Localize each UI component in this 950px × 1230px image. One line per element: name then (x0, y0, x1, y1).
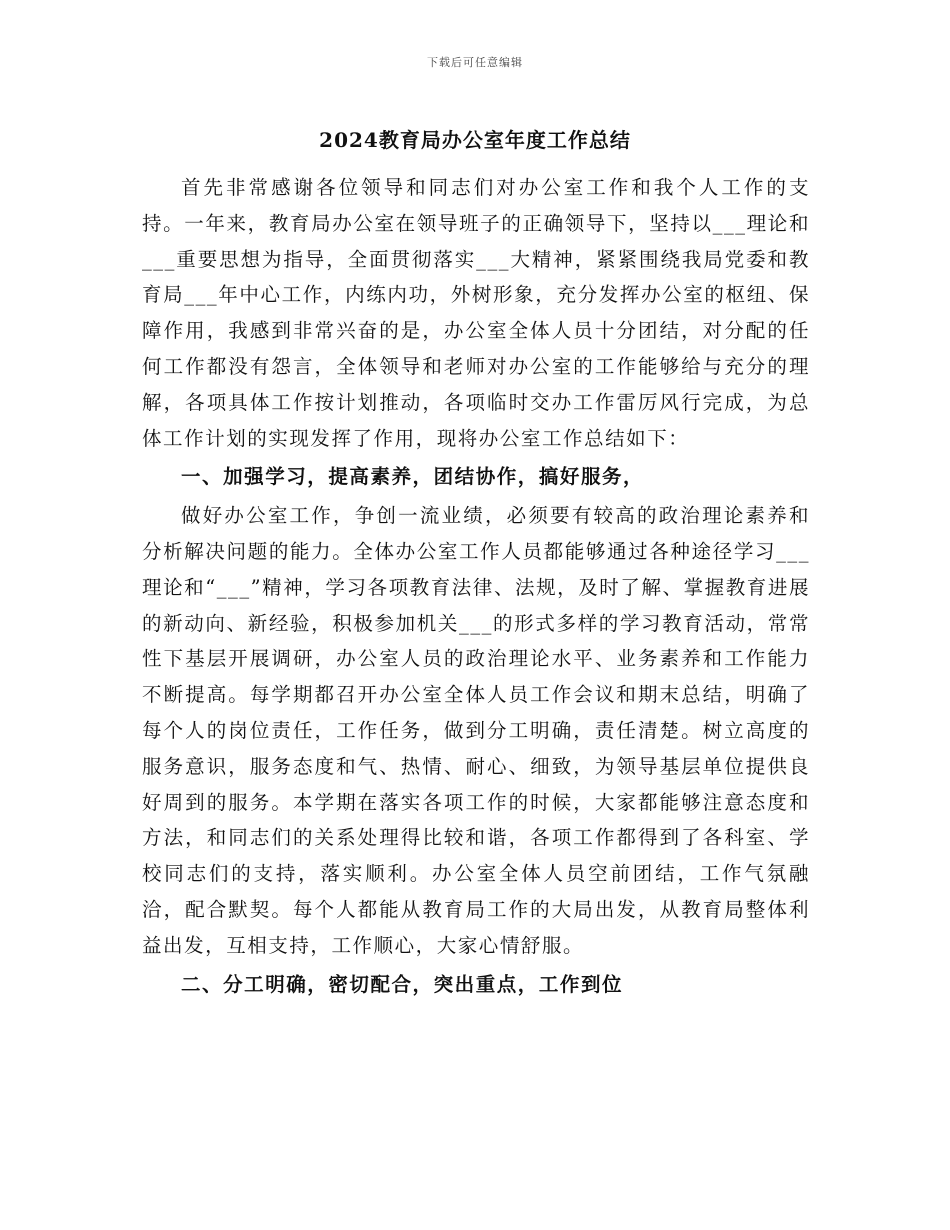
document-body (142, 170, 810, 1005)
intro-paragraph: 首先非常感谢各位领导和同志们对办公室工作和我个人工作的支持。一年来，教育局办公室在领导班子的正确领导下，坚持以___理论和___重要思想为指导，全面贯彻落实___大精神，紧紧围绕我局党委和教育局___年中心工作，内练内功，外树形象，充分发挥办公室的枢纽、保障作用，我感到非常兴奋的是，办公室全体人员十分团结，对分配的任何工作都没有怨言，全体领导和老师对办公室的工作能够给与充分的理解，各项具体工作按计划推动，各项临时交办工作雷厉风行完成，为总体工作计划的实现发挥了作用，现将办公室工作总结如下： (142, 176, 810, 450)
header-note: 下载后可任意编辑 (427, 56, 523, 69)
section-heading-2: 二、分工明确，密切配合，突出重点，工作到位 (181, 972, 624, 996)
section-1-paragraph: 做好办公室工作，争创一流业绩，必须要有较高的政治理论素养和分析解决问题的能力。全体办公室工作人员都能够通过各种途径学习___理论和“___”精神，学习各项教育法律、法规，及时了解、掌握教育进展的新动向、新经验，积极参加机关___的形式多样的学习教育活动，常常性下基层开展调研，办公室人员的政治理论水平、业务素养和工作能力不断提高。每学期都召开办公室全体人员工作会议和期末总结，明确了每个人的岗位责任，工作任务，做到分工明确，责任清楚。树立高度的服务意识，服务态度和气、热情、耐心、细致，为领导基层单位提供良好周到的服务。本学期在落实各项工作的时候，大家都能够注意态度和方法，和同志们的关系处理得比较和谐，各项工作都得到了各科室、学校同志们的支持，落实顺利。办公室全体人员空前团结，工作气氛融洽，配合默契。每个人都能从教育局工作的大局出发，从教育局整体利益出发，互相支持，工作顺心，大家心情舒服。 (142, 504, 810, 957)
document-title: 2024教育局办公室年度工作总结 (319, 128, 631, 152)
section-heading-1: 一、加强学习，提高素养，团结协作，搞好服务， (181, 465, 645, 489)
